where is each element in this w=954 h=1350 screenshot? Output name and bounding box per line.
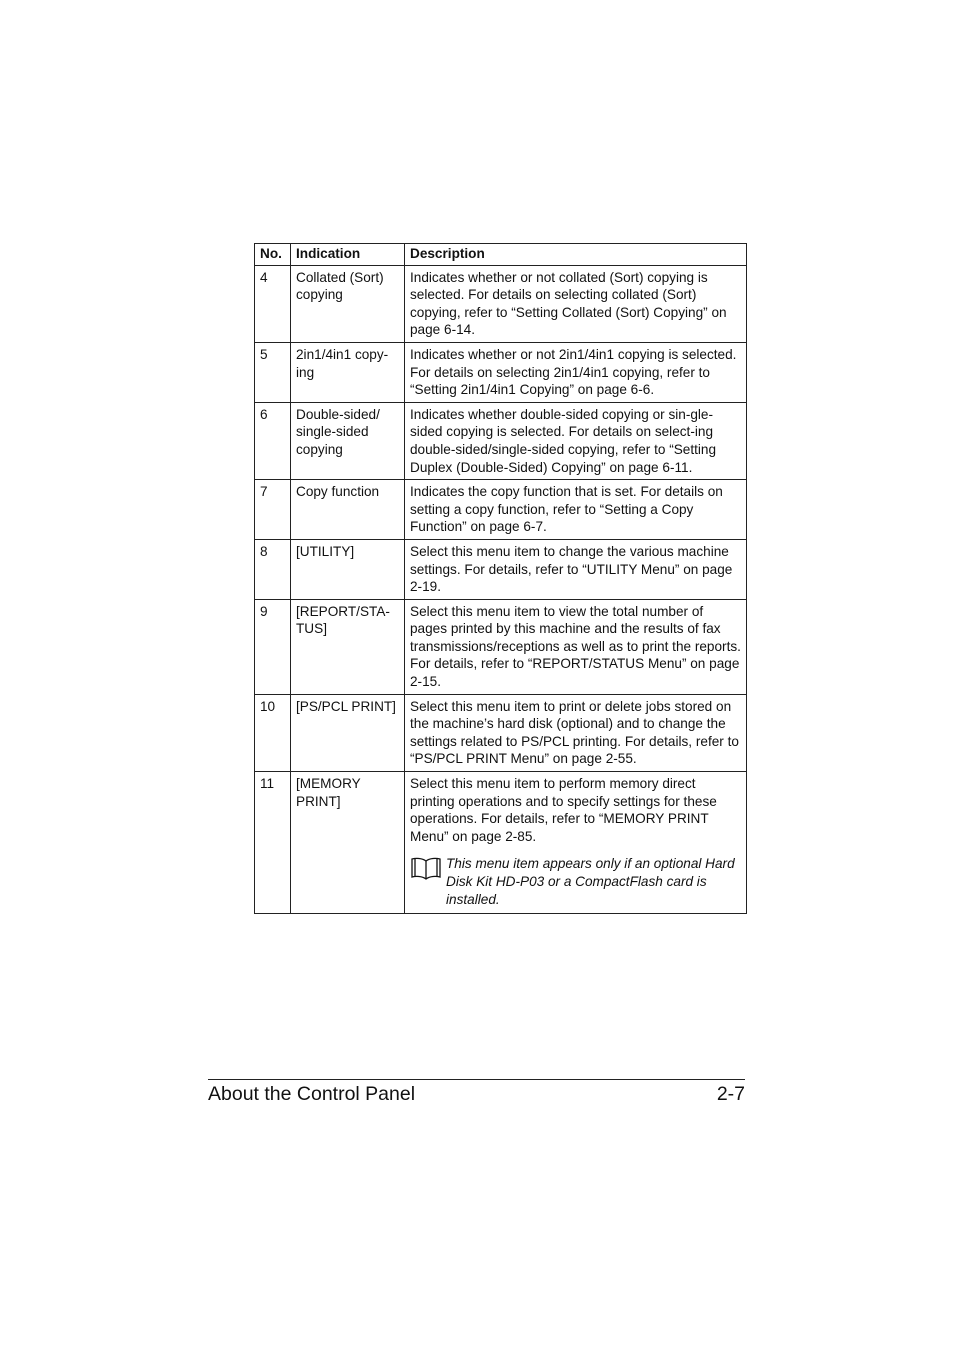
settings-table: [254, 243, 747, 914]
row-number: 5: [255, 342, 291, 402]
table-row: [255, 265, 747, 342]
table-row: [255, 539, 747, 599]
table-row: [255, 402, 747, 479]
book-note-icon: [410, 855, 446, 908]
row-indication: [UTILITY]: [291, 539, 405, 599]
note: [410, 855, 742, 908]
row-description: Indicates whether or not collated (Sort) copying is selected. For details on selecting collated (Sort) copying, refer to “Setting Collated (Sort) Copying” on page 6-14.: [405, 265, 747, 342]
header-description: Description: [405, 244, 747, 266]
table-row: [255, 772, 747, 914]
row-number: 9: [255, 599, 291, 694]
row-description: Indicates whether or not 2in1/4in1 copying is selected. For details on selecting 2in1/4in1 copying, refer to “Setting 2in1/4in1 Copying” on page 6-6.: [405, 342, 747, 402]
row-number: 10: [255, 694, 291, 771]
row-indication: Collated (Sort) copying: [291, 265, 405, 342]
row-number: 7: [255, 480, 291, 540]
row-indication: Copy function: [291, 480, 405, 540]
row-indication: [PS/PCL PRINT]: [291, 694, 405, 771]
row-number: 8: [255, 539, 291, 599]
header-no: No.: [255, 244, 291, 266]
table-header-row: [255, 244, 747, 266]
table-row: [255, 694, 747, 771]
table-row: [255, 342, 747, 402]
row-description: Select this menu item to perform memory direct printing operations and to specify settings for these operations. For details, refer to “MEMORY PRINT Menu” on page 2-85.: [410, 776, 717, 844]
table-row: [255, 599, 747, 694]
footer-divider: [208, 1079, 745, 1080]
table-row: [255, 480, 747, 540]
row-indication: 2in1/4in1 copy-ing: [291, 342, 405, 402]
row-number: 6: [255, 402, 291, 479]
row-description: Select this menu item to change the various machine settings. For details, refer to “UTILITY Menu” on page 2-19.: [405, 539, 747, 599]
row-number: 4: [255, 265, 291, 342]
footer-page-number: 2-7: [716, 1083, 745, 1105]
footer-section-title: About the Control Panel: [208, 1083, 416, 1105]
note-text: This menu item appears only if an optional Hard Disk Kit HD-P03 or a CompactFlash card is installed.: [446, 856, 735, 907]
row-description: Select this menu item to print or delete jobs stored on the machine’s hard disk (optional) and to change the settings related to PS/PCL printing. For details, refer to “PS/PCL PRINT Menu” on page 2-55.: [405, 694, 747, 771]
row-description: Select this menu item to view the total number of pages printed by this machine and the results of fax transmissions/receptions as well as to print the reports. For details, refer to “REPORT/STATUS Menu” on page 2-15.: [405, 599, 747, 694]
row-description: Indicates the copy function that is set. For details on setting a copy function, refer to “Setting a Copy Function” on page 6-7.: [405, 480, 747, 540]
row-indication: Double-sided/ single-sided copying: [291, 402, 405, 479]
header-indication: Indication: [291, 244, 405, 266]
row-description-cell: [405, 772, 747, 914]
row-indication: [MEMORY PRINT]: [291, 772, 405, 914]
row-number: 11: [255, 772, 291, 914]
row-indication: [REPORT/STA-TUS]: [291, 599, 405, 694]
row-description: Indicates whether double-sided copying or sin-gle-sided copying is selected. For details on select-ing double-sided/single-sided copying, refer to “Setting Duplex (Double-Sided) Copying” on page 6-11.: [405, 402, 747, 479]
